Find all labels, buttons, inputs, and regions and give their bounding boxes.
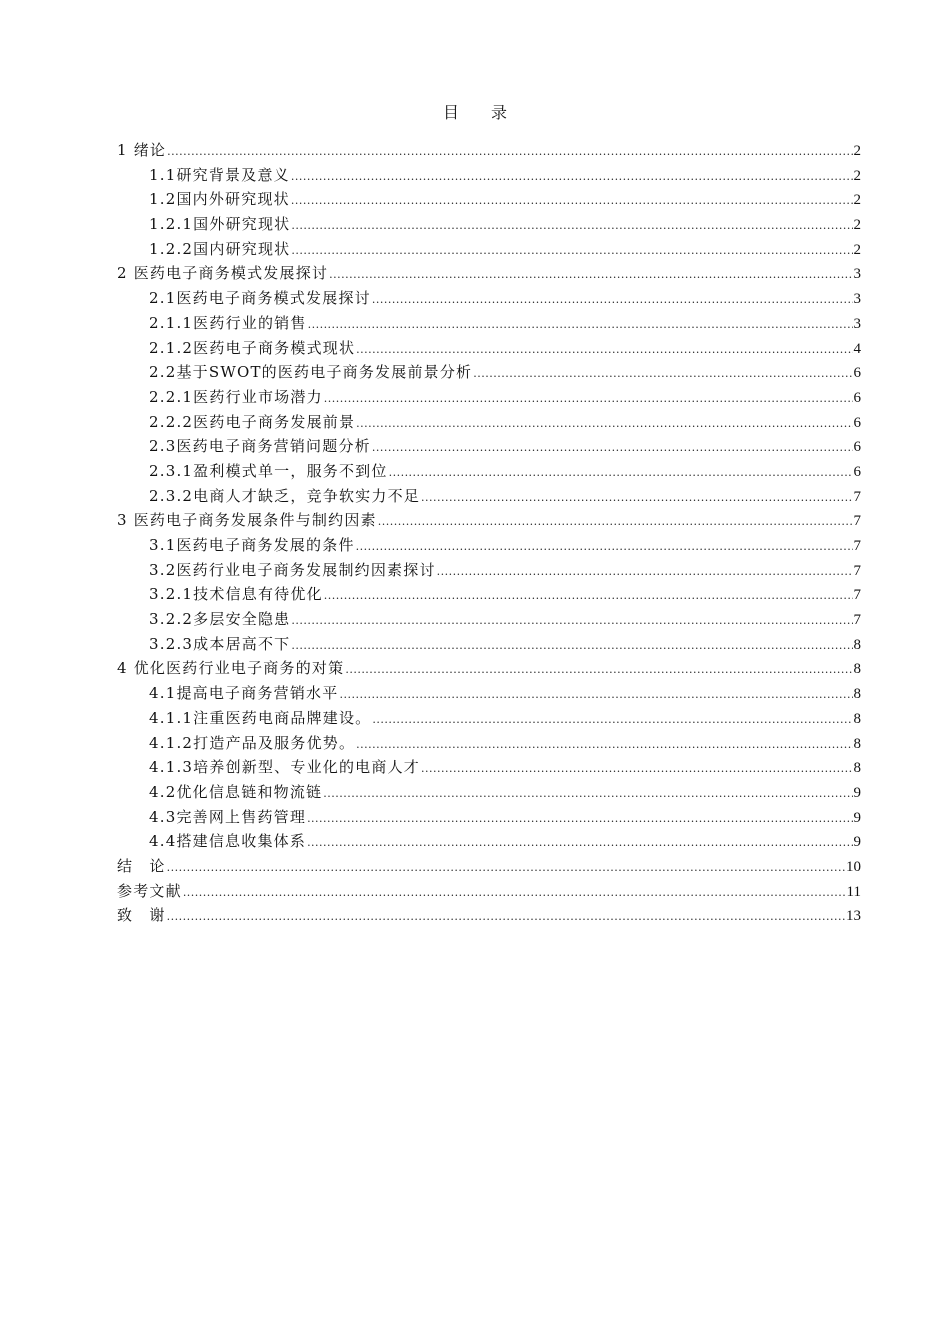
toc-entry-page-number: 2 bbox=[853, 167, 861, 184]
toc-dot-leader bbox=[183, 881, 846, 906]
toc-entry-page-number: 6 bbox=[853, 463, 861, 480]
toc-entry[interactable] bbox=[117, 187, 861, 212]
toc-entry[interactable] bbox=[117, 434, 861, 459]
toc-entry[interactable] bbox=[117, 582, 861, 607]
toc-entry[interactable] bbox=[117, 533, 861, 558]
toc-entry-page-number: 11 bbox=[846, 883, 861, 900]
toc-entry-page-number: 7 bbox=[853, 587, 861, 604]
toc-dot-leader bbox=[372, 708, 852, 733]
toc-entry-label: 4.3完善网上售药管理 bbox=[149, 807, 307, 826]
toc-dot-leader bbox=[167, 856, 845, 881]
toc-entry-page-number: 9 bbox=[853, 809, 861, 826]
toc-entry-label: 结 论 bbox=[117, 856, 166, 875]
toc-dot-leader bbox=[421, 757, 853, 782]
toc-entry-page-number: 10 bbox=[846, 858, 861, 875]
toc-entry-label: 4.1.3培养创新型、专业化的电商人才 bbox=[149, 758, 420, 777]
toc-entry-label: 2 医药电子商务模式发展探讨 bbox=[117, 264, 329, 283]
toc-entry-page-number: 13 bbox=[846, 908, 861, 925]
toc-entry-page-number: 8 bbox=[853, 735, 861, 752]
toc-entry[interactable] bbox=[117, 903, 861, 928]
toc-dot-leader bbox=[378, 510, 853, 535]
toc-dot-leader bbox=[307, 831, 852, 856]
toc-entry[interactable] bbox=[117, 755, 861, 780]
toc-entry[interactable] bbox=[117, 879, 861, 904]
toc-entry[interactable] bbox=[117, 656, 861, 681]
toc-entry-label: 参考文献 bbox=[117, 881, 182, 900]
toc-entry-label: 4.1提高电子商务营销水平 bbox=[149, 684, 339, 703]
toc-dot-leader bbox=[324, 584, 853, 609]
toc-entry-page-number: 3 bbox=[853, 315, 861, 332]
toc-entry-label: 2.2.2医药电子商务发展前景 bbox=[149, 412, 356, 431]
toc-entry-label: 1 绪论 bbox=[117, 141, 167, 159]
toc-entry-label: 2.1.2医药电子商务模式现状 bbox=[149, 338, 356, 357]
toc-entry-label: 3 医药电子商务发展条件与制约因素 bbox=[117, 511, 377, 530]
toc-entry-page-number: 3 bbox=[853, 291, 861, 308]
toc-entry-label: 3.2.1技术信息有待优化 bbox=[149, 585, 323, 604]
toc-entry[interactable] bbox=[117, 706, 861, 731]
toc-entry[interactable] bbox=[117, 508, 861, 533]
toc-entry[interactable] bbox=[117, 731, 861, 756]
toc-entry[interactable] bbox=[117, 237, 861, 262]
toc-entry-page-number: 8 bbox=[853, 710, 861, 727]
toc-dot-leader bbox=[323, 782, 852, 807]
toc-entry-page-number: 2 bbox=[853, 241, 861, 258]
toc-entry[interactable] bbox=[117, 286, 861, 311]
toc-dot-leader bbox=[308, 313, 853, 338]
toc-dot-leader bbox=[372, 436, 853, 461]
toc-entry-label: 2.3.1盈利模式单一，服务不到位 bbox=[149, 461, 388, 480]
toc-entry[interactable] bbox=[117, 780, 861, 805]
toc-entry[interactable] bbox=[117, 558, 861, 583]
table-of-contents bbox=[117, 138, 861, 928]
toc-entry-label: 1.2国内外研究现状 bbox=[149, 190, 290, 209]
toc-dot-leader bbox=[329, 263, 852, 288]
toc-entry[interactable] bbox=[117, 459, 861, 484]
toc-entry-page-number: 7 bbox=[853, 538, 861, 554]
toc-entry[interactable] bbox=[117, 854, 861, 879]
toc-entry-page-number: 2 bbox=[853, 192, 861, 209]
toc-entry-label: 2.2基于SWOT的医药电子商务发展前景分析 bbox=[149, 363, 473, 382]
toc-entry-label: 3.2医药行业电子商务发展制约因素探讨 bbox=[149, 560, 436, 579]
toc-entry-page-number: 6 bbox=[853, 389, 861, 406]
toc-entry[interactable] bbox=[117, 212, 861, 237]
toc-entry-page-number: 2 bbox=[853, 217, 861, 234]
toc-dot-leader bbox=[291, 634, 852, 659]
toc-entry-page-number: 6 bbox=[853, 365, 861, 382]
toc-entry-label: 3.1医药电子商务发展的条件 bbox=[149, 536, 355, 554]
toc-entry-label: 1.2.2国内研究现状 bbox=[149, 239, 291, 258]
toc-entry-page-number: 4 bbox=[853, 340, 861, 357]
toc-entry-label: 1.1研究背景及意义 bbox=[149, 165, 290, 184]
toc-dot-leader bbox=[307, 807, 852, 832]
toc-entry-page-number: 9 bbox=[853, 834, 861, 851]
toc-dot-leader bbox=[167, 905, 845, 930]
toc-entry[interactable] bbox=[117, 261, 861, 286]
toc-entry-page-number: 6 bbox=[853, 414, 861, 431]
toc-entry-page-number: 7 bbox=[853, 612, 861, 629]
toc-dot-leader bbox=[356, 535, 853, 560]
toc-dot-leader bbox=[291, 165, 853, 190]
toc-entry-page-number: 9 bbox=[853, 784, 861, 801]
toc-entry[interactable] bbox=[117, 681, 861, 706]
toc-entry-label: 2.3.2电商人才缺乏，竞争软实力不足 bbox=[149, 486, 420, 505]
toc-dot-leader bbox=[372, 288, 853, 313]
toc-entry-page-number: 3 bbox=[853, 266, 861, 283]
toc-dot-leader bbox=[324, 387, 853, 412]
toc-entry[interactable] bbox=[117, 138, 861, 163]
toc-entry[interactable] bbox=[117, 829, 861, 854]
toc-entry-page-number: 7 bbox=[853, 488, 861, 505]
toc-entry[interactable] bbox=[117, 311, 861, 336]
toc-entry-label: 3.2.2多层安全隐患 bbox=[149, 610, 291, 629]
toc-dot-leader bbox=[345, 658, 852, 683]
toc-entry[interactable] bbox=[117, 484, 861, 509]
toc-entry-label: 4.2优化信息链和物流链 bbox=[149, 782, 323, 801]
toc-entry[interactable] bbox=[117, 607, 861, 632]
toc-dot-leader bbox=[291, 214, 852, 239]
toc-entry-page-number: 6 bbox=[853, 439, 861, 456]
toc-entry[interactable] bbox=[117, 360, 861, 385]
toc-entry-label: 2.1医药电子商务模式发展探讨 bbox=[149, 289, 371, 308]
toc-dot-leader bbox=[356, 733, 852, 758]
toc-entry-page-number: 2 bbox=[853, 143, 861, 159]
toc-entry-page-number: 8 bbox=[853, 760, 861, 777]
toc-entry-page-number: 7 bbox=[853, 513, 861, 530]
toc-entry-label: 2.1.1医药行业的销售 bbox=[149, 313, 307, 332]
toc-dot-leader bbox=[291, 189, 853, 214]
toc-entry-label: 2.2.1医药行业市场潜力 bbox=[149, 387, 323, 406]
toc-dot-leader bbox=[291, 609, 852, 634]
toc-entry-label: 4 优化医药行业电子商务的对策 bbox=[117, 659, 345, 678]
toc-entry-page-number: 8 bbox=[853, 661, 861, 678]
toc-entry-label: 4.4搭建信息收集体系 bbox=[149, 832, 307, 851]
toc-entry[interactable] bbox=[117, 385, 861, 410]
toc-dot-leader bbox=[356, 412, 852, 437]
toc-entry[interactable] bbox=[117, 410, 861, 435]
toc-dot-leader bbox=[356, 338, 852, 363]
toc-dot-leader bbox=[421, 486, 853, 511]
toc-entry[interactable] bbox=[117, 805, 861, 830]
toc-entry-label: 2.3医药电子商务营销问题分析 bbox=[149, 437, 371, 456]
toc-entry-label: 3.2.3成本居高不下 bbox=[149, 634, 291, 653]
toc-dot-leader bbox=[339, 683, 852, 708]
toc-entry-page-number: 8 bbox=[853, 636, 861, 653]
toc-entry-label: 4.1.1注重医药电商品牌建设。 bbox=[149, 708, 372, 727]
toc-dot-leader bbox=[291, 239, 852, 264]
toc-entry[interactable] bbox=[117, 336, 861, 361]
toc-dot-leader bbox=[437, 560, 853, 585]
toc-dot-leader bbox=[389, 461, 853, 486]
toc-entry-page-number: 7 bbox=[853, 562, 861, 579]
toc-entry-label: 1.2.1国外研究现状 bbox=[149, 215, 291, 234]
toc-dot-leader bbox=[167, 140, 852, 165]
toc-entry-label: 致 谢 bbox=[117, 906, 166, 925]
toc-entry[interactable] bbox=[117, 632, 861, 657]
toc-dot-leader bbox=[473, 362, 852, 387]
toc-entry[interactable] bbox=[117, 163, 861, 188]
toc-entry-page-number: 8 bbox=[853, 686, 861, 703]
toc-title: 目 录 bbox=[442, 103, 507, 122]
toc-entry-label: 4.1.2打造产品及服务优势。 bbox=[149, 733, 356, 752]
